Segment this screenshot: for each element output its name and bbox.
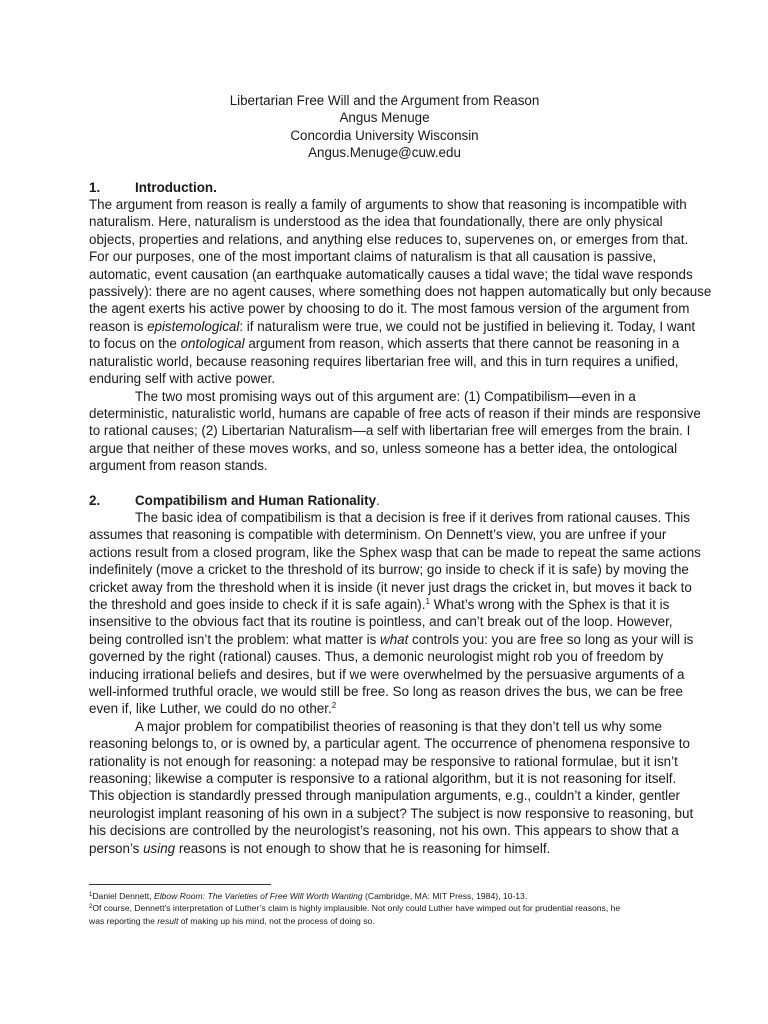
- footnote-2: $^2$Of course, Dennett’s interpretation of Luther’s claim is highly implausible. Not only could Luther have wimped out for prudential reasons, he: [89, 903, 621, 914]
- footnote-1: $^1$Daniel Dennett, Elbow Room: The Varieties of Free Will Worth Wanting (Cambridge, MA: MIT Press, 1984), 10-13.: [89, 891, 528, 901]
- footnotes: [89, 884, 681, 927]
- section-heading-2: [89, 492, 680, 509]
- emphasis: ontological: [180, 336, 245, 352]
- section-number: 2.: [89, 492, 101, 508]
- author-affiliation: Concordia University Wisconsin: [290, 127, 479, 143]
- section-number: 1.: [89, 179, 101, 195]
- paper-title: Libertarian Free Will and the Argument from Reason: [229, 93, 540, 108]
- emphasis: using: [143, 840, 176, 856]
- paragraph: The basic idea of compatibilism is that a decision is free if it derives from rational causes. This assumes that reasoning is compatible with determinism. On Dennett’s view, you are unfree if your actions result from a closed program, like the Sphex wasp that can be made to repeat the same actions indefinitely (move a cricket to the threshold of its burrow; go inside to check if it is safe) by moving the cricket away from the threshold when it is inside (it never just drags the cricket in, but moves it back to the threshold and goes inside to check if it is safe again).$^1$ What’s wrong with the Sphex is that it is insensitive to the obvious fact that its routine is pointless, and can’t break out of the loop. However, being controlled isn’t the problem: what matter is what controls you: you are free so long as your will is governed by the right (rational) causes. Thus, a demonic neurologist might rob you of freedom by inducing irrational beliefs and desires, but if we were overwhelmed by the persuasive arguments of a well-informed truthful oracle, we would still be free. So long as reason drives the bus, we can be free even if, like Luther, we could do no other.$^2$: [89, 509, 701, 717]
- emphasis: what: [380, 631, 409, 647]
- paper-header: [89, 92, 680, 162]
- footnote-ref-2[interactable]: 2: [331, 701, 337, 711]
- section-title: Compatibilism and Human Rationality.: [135, 492, 380, 508]
- emphasis: epistemological: [147, 318, 240, 334]
- section-heading-1: [89, 179, 680, 196]
- footnote-divider: [89, 884, 271, 885]
- paragraph: The two most promising ways out of this argument are: (1) Compatibilism—even in a deterministic, naturalistic world, humans are capable of free acts of reason if their minds are responsive to rational causes; (2) Libertarian Naturalism—a self with libertarian free will emerges from the brain. I argue that neither of these moves works, and so, unless someone has a better idea, the ontological argument from reason stands.: [89, 388, 701, 474]
- section-title: Introduction.: [135, 179, 217, 195]
- author-email: Angus.Menuge@cuw.edu: [308, 145, 461, 161]
- paragraph: A major problem for compatibilist theories of reasoning is that they don’t tell us why some reasoning belongs to, or is owned by, a particular agent. The occurrence of phenomena responsive to rationality is not enough for reasoning: a notepad may be responsive to rational formulae, but it isn’t reasoning; likewise a computer is responsive to a rational algorithm, but it is not reasoning for itself. This objection is standardly pressed through manipulation arguments, e.g., couldn’t a kinder, gentler neurologist implant reasoning of his own in a subject? The subject is now responsive to reasoning, but his decisions are controlled by the neurologist’s reasoning, not his own. This appears to show that a person’s using reasons is not enough to show that he is reasoning for himself.: [89, 718, 694, 856]
- paragraph: The argument from reason is really a family of arguments to show that reasoning is incompatible with naturalism. Here, naturalism is understood as the idea that foundationally, there are only physical objects, properties and relations, and anything else reduces to, supervenes on, or emerges from that. For our purposes, one of the most important claims of naturalism is that all causation is passive, automatic, event causation (an earthquake automatically causes a tidal wave; the tidal wave responds passively): there are no agent causes, where something does not happen automatically but only because the agent exerts his active power by choosing to do it. The most famous version of the argument from reason is epistemological: if naturalism were true, we could not be justified in believing it. Today, I want to focus on the ontological argument from reason, which asserts that there cannot be reasoning in a naturalistic world, because reasoning requires libertarian free will, and this in turn requires a unified, enduring self with active power.: [89, 197, 712, 387]
- author-name: Angus Menuge: [339, 110, 430, 126]
- footnote-ref-1[interactable]: 1: [425, 596, 430, 606]
- footnote-2-cont: was reporting the result of making up his mind, not the process of doing so.: [89, 915, 375, 926]
